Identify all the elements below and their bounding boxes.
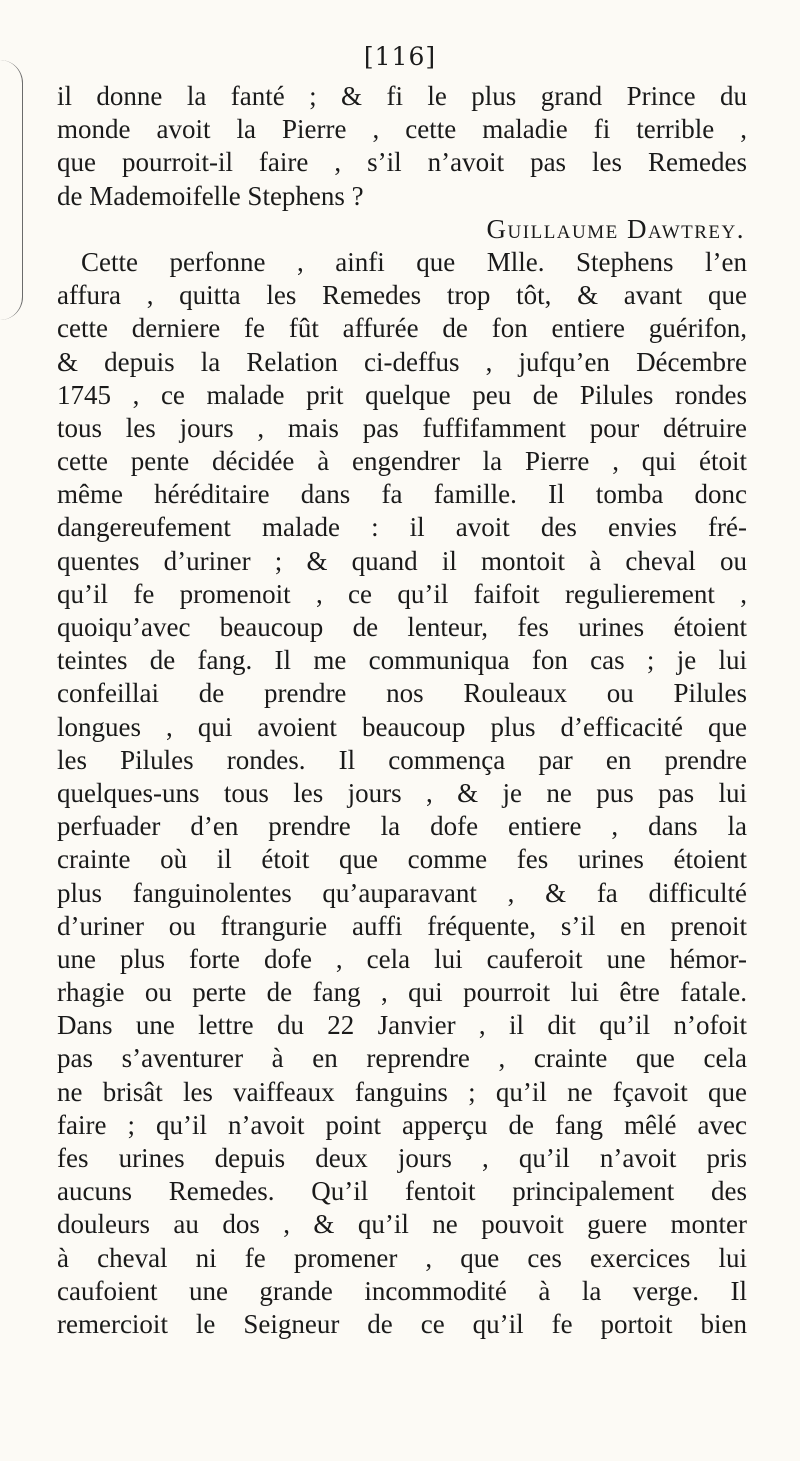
signature-line: Guillaume Dawtrey. bbox=[486, 213, 745, 244]
text-line: que pourroit-il faire , s’il n’avoit pas les Remedes bbox=[57, 147, 747, 178]
text-line: d’uriner ou ftrangurie auffi fréquente, s’il en prenoit bbox=[57, 910, 747, 941]
page-number: [116] bbox=[363, 42, 437, 71]
text-line: une plus forte dofe , cela lui cauferoit une hémor- bbox=[57, 943, 747, 974]
text-line: perfuader d’en prendre la dofe entiere , dans la bbox=[57, 811, 747, 842]
text-line: confeillai de prendre nos Rouleaux ou Pilules bbox=[57, 678, 747, 709]
text-line: quelques-uns tous les jours , & je ne pus pas lui bbox=[57, 777, 747, 808]
text-line: Cette perfonne , ainfi que Mlle. Stephens l’en bbox=[81, 246, 747, 277]
text-line: il donne la fanté ; & fi le plus grand Prince du bbox=[57, 81, 747, 111]
text-line: douleurs au dos , & qu’il ne pouvoit guere monter bbox=[57, 1209, 747, 1240]
text-line: de Mademoifelle Stephens ? bbox=[57, 180, 364, 211]
text-line: qu’il fe promenoit , ce qu’il faifoit regulierement , bbox=[57, 578, 747, 609]
body-text bbox=[57, 80, 747, 1341]
text-line: cette pente décidée à engendrer la Pierre , qui étoit bbox=[57, 446, 747, 477]
text-line: faire ; qu’il n’avoit point apperçu de fang mêlé avec bbox=[57, 1109, 747, 1140]
text-line: aucuns Remedes. Qu’il fentoit principalement des bbox=[57, 1176, 747, 1207]
text-line: pas s’aventurer à en reprendre , crainte que cela bbox=[57, 1043, 747, 1074]
text-line: quentes d’uriner ; & quand il montoit à cheval ou bbox=[57, 545, 747, 576]
text-line: fes urines depuis deux jours , qu’il n’avoit pris bbox=[57, 1143, 747, 1173]
text-line: affura , quitta les Remedes trop tôt, & avant que bbox=[57, 280, 747, 311]
text-line: les Pilules rondes. Il commença par en prendre bbox=[57, 744, 747, 775]
text-line: & depuis la Relation ci-deffus , jufqu’en Décembre bbox=[57, 346, 747, 377]
text-line: longues , qui avoient beaucoup plus d’efficacité que bbox=[57, 711, 747, 742]
text-line: plus fanguinolentes qu’auparavant , & fa difficulté bbox=[57, 877, 747, 908]
text-line: à cheval ni fe promener , que ces exercices lui bbox=[57, 1242, 747, 1273]
text-line: crainte où il étoit que comme fes urines étoient bbox=[57, 844, 747, 875]
text-line: quoiqu’avec beaucoup de lenteur, fes urines étoient bbox=[57, 612, 747, 642]
text-line: dangereufement malade : il avoit des envies fré- bbox=[57, 512, 747, 543]
text-line: remercioit le Seigneur de ce qu’il fe portoit bien bbox=[57, 1308, 747, 1339]
text-line: monde avoit la Pierre , cette maladie fi terrible , bbox=[57, 114, 747, 145]
text-line: cette derniere fe fût affurée de fon entiere guérifon, bbox=[57, 313, 747, 344]
text-line: rhagie ou perte de fang , qui pourroit lui être fatale. bbox=[57, 977, 747, 1008]
text-line: 1745 , ce malade prit quelque peu de Pilules rondes bbox=[57, 379, 747, 410]
text-line: tous les jours , mais pas fuffifamment pour détruire bbox=[57, 412, 747, 443]
text-line: Dans une lettre du 22 Janvier , il dit qu’il n’ofoit bbox=[57, 1010, 747, 1041]
text-line: teintes de fang. Il me communiqua fon cas ; je lui bbox=[57, 645, 747, 676]
text-line: caufoient une grande incommodité à la verge. Il bbox=[57, 1275, 747, 1306]
binding-edge bbox=[0, 60, 23, 320]
text-line: ne brisât les vaiffeaux fanguins ; qu’il ne fçavoit que bbox=[57, 1076, 747, 1107]
text-line: même héréditaire dans fa famille. Il tomba donc bbox=[57, 479, 747, 510]
